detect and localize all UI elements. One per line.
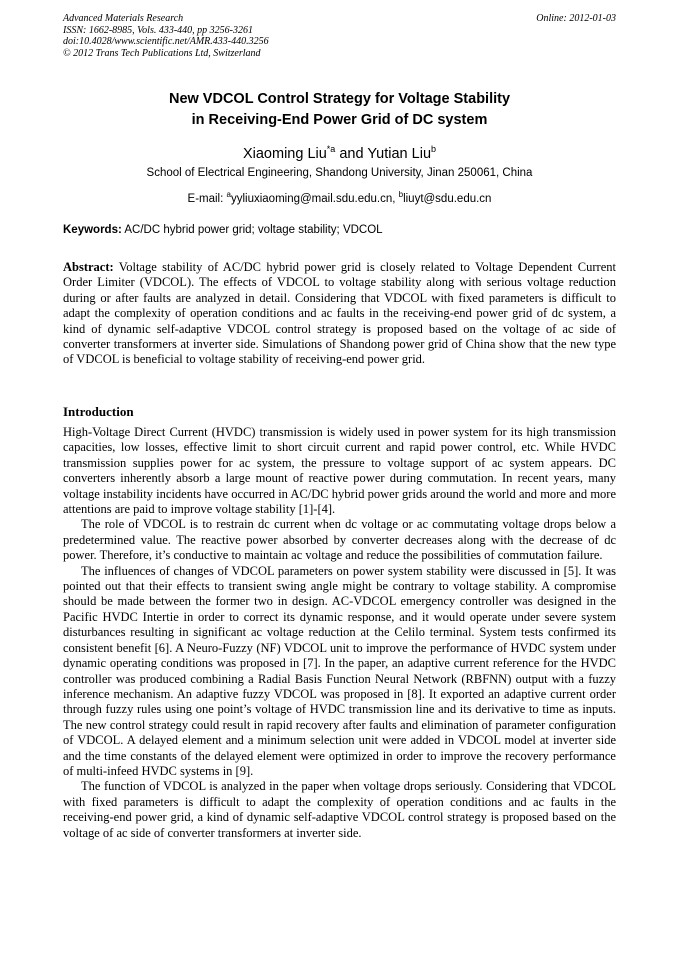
abstract-text: Voltage stability of AC/DC hybrid power grid is closely related to Voltage Dependent Current Order Limiter (VDCOL). The effects of VDCOL to voltage stability along with serious voltage reduction during or after faults are analyzed in detail. Considering that VDCOL with fixed parameters is difficult to adapt the complexity of operation conditions and ac faults in the receiving-end power grid of dc system, a kind of dynamic self-adaptive VDCOL control strategy is proposed based on the voltage of ac side of converter transformers at inverter side. Simulations of Shandong power grid of China show that the new type of VDCOL is beneficial to voltage stability of receiving-end power grid. [63, 260, 616, 367]
email-prefix: E-mail: [187, 192, 227, 205]
paper-title [63, 89, 616, 131]
introduction-body [63, 425, 616, 841]
author-conjunction: and [335, 145, 368, 162]
email-mark-a: a [226, 190, 231, 199]
copyright-line: © 2012 Trans Tech Publications Ltd, Switzerland [63, 47, 261, 59]
email-a: yyliuxiaoming@mail.sdu.edu.cn, [230, 192, 399, 205]
author-1-mark: *a [326, 144, 336, 154]
issn-line: ISSN: 1662-8985, Vols. 433-440, pp 3256-3261 [63, 24, 253, 36]
journal-name: Advanced Materials Research [63, 13, 184, 24]
abstract-label: Abstract: [63, 260, 114, 274]
title-line-1: New VDCOL Control Strategy for Voltage Stability [168, 91, 511, 107]
keywords-text: AC/DC hybrid power grid; voltage stability; VDCOL [121, 224, 383, 236]
email-b: liuyt@sdu.edu.cn [403, 192, 492, 205]
author-list [63, 140, 616, 163]
intro-paragraph-1: High-Voltage Direct Current (HVDC) transmission is widely used in power system for its high transmission capacities, low losses, effective limit to short circuit current and rapid power control, etc. While HVDC transmission supplies power for ac system, the pressure to voltage support of ac system appears. DC converters inherently absorb a large mount of reactive power during commutation. In recent years, many voltage instability incidents have occurred in AC/DC hybrid power grids around the world and more and more attentions are paid to improve voltage stability [1]-[4]. [63, 425, 616, 517]
intro-paragraph-2: The role of VDCOL is to restrain dc current when dc voltage or ac commutating voltage drops below a predetermined value. The reactive power absorbed by converter decreases along with the decrease of dc power. Therefore, it’s conductive to maintain ac voltage and reduce the possibilities of commutation failure. [63, 517, 616, 563]
doi-line: doi:10.4028/www.scientific.net/AMR.433-440.3256 [63, 36, 269, 47]
email-line [63, 187, 616, 207]
intro-paragraph-3: The influences of changes of VDCOL parameters on power system stability were discussed in [5]. It was pointed out that their effects to transient swing angle might be contrary to voltage stability. A compromise should be made between the former two in design. AC-VDCOL emergency controller was designed in the Pacific HVDC Intertie in order to correct its dynamic response, and it would operate under severe system disturbances resulting in significant ac voltage reduction at the Celilo terminal. System tests confirmed its consistent benefit [6]. A Neuro-Fuzzy (NF) VDCOL unit to improve the performance of HVDC system under dynamic operating conditions was proposed in [7]. In the paper, an adaptive current reference for the HVDC controller was produced combining a Radial Basis Function Neural Network (RBFNN) output with a fuzzy inference mechanism. An adaptive fuzzy VDCOL was proposed in [8]. It exported an adaptive current order through fuzzy rules using one point’s voltage of HVDC transmission line and its derivative to time as inputs. The new control strategy could result in rapid recovery after faults and elimination of parameter configuration of VDCOL. A delayed element and a minimum selection unit were added in VDCOL model at inverter side and the time constants of the delayed element were optimized in order to improve the recovery performance of multi-infeed HVDC systems in [9]. [63, 563, 616, 778]
affiliation: School of Electrical Engineering, Shandong University, Jinan 250061, China [146, 167, 533, 179]
keywords [63, 223, 616, 238]
abstract [63, 260, 616, 368]
publication-header [63, 13, 616, 59]
online-date: Online: 2012-01-03 [536, 13, 616, 24]
section-heading-introduction: Introduction [63, 404, 134, 419]
email-mark-b: b [398, 190, 404, 199]
title-line-2: in Receiving-End Power Grid of DC system [191, 112, 488, 128]
intro-paragraph-4: The function of VDCOL is analyzed in the paper when voltage drops seriously. Considering that VDCOL with fixed parameters is difficult to adapt the complexity of operation conditions and ac faults in the receiving-end power grid, a kind of dynamic self-adaptive VDCOL control strategy is proposed based on the voltage of ac side of converter transformers at inverter side. [63, 779, 616, 840]
keywords-label: Keywords: [63, 224, 122, 236]
author-2: Yutian Liu [367, 145, 432, 162]
author-1: Xiaoming Liu [242, 145, 327, 162]
author-2-mark: b [431, 144, 437, 154]
